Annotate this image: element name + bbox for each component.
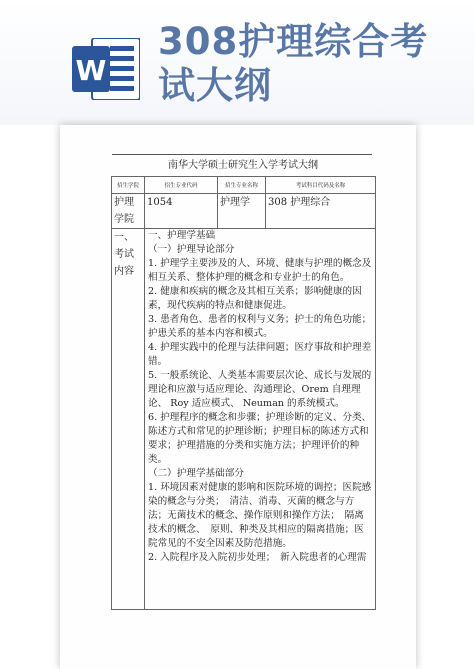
banner	[0, 0, 474, 125]
content-cell	[145, 229, 376, 610]
content-line: 1. 环境因素对健康的影响和医院环境的调控；医院感染的概念与分类； 清洁、消毒、灭菌的概念与方法；无菌技术的概念、操作原则和操作方法； 隔离技术的概念、 原则、种类及其相应的隔离措施；医院常见的不安全因素及防范措施。	[148, 482, 372, 549]
document-page	[60, 125, 416, 669]
content-line: 一、护理学基础	[148, 230, 216, 241]
word-document-icon	[72, 38, 140, 100]
word-logo-letter: W	[75, 54, 107, 87]
table-cell: 1054	[145, 194, 218, 229]
page-title: 308护理综合考试大纲	[158, 20, 429, 107]
table-cell: 护理学	[218, 194, 266, 229]
syllabus-table	[111, 176, 376, 610]
content-line: 5. 一般系统论、人类基本需要层次论、成长与发展的理论和应激与适应理论、沟通理论、Orem 自理理论、 Roy 适应模式、 Neuman 的系统模式。	[148, 370, 372, 409]
table-header-row	[112, 177, 376, 194]
content-line: （二）护理学基础部分	[148, 468, 244, 479]
content-line: （一）护理导论部分	[148, 244, 235, 255]
content-label: 一、考试内容	[112, 229, 145, 610]
content-line: 6. 护理程序的概念和步骤；护理诊断的定义、分类、陈述方式和常见的护理诊断；护理目标的陈述方式和要求；护理措施的分类和实施方法；护理评价的种类。	[148, 412, 372, 465]
document-heading: 南华大学硕士研究生入学考试大纲	[168, 160, 318, 171]
content-line: 4. 护理实践中的伦理与法律问题；医疗事故和护理差错。	[148, 342, 372, 367]
header-cell: 考试科目代码及名称	[266, 177, 376, 194]
header-cell: 招生专业名称	[218, 177, 266, 194]
content-line: 3. 患者角色、患者的权利与义务；护士的角色功能；护患关系的基本内容和模式。	[148, 314, 372, 339]
header-cell: 招生专业代码	[145, 177, 218, 194]
table-cell: 308 护理综合	[266, 194, 376, 229]
content-line: 2. 健康和疾病的概念及其相互关系；影响健康的因素，现代疾病的特点和健康促进。	[148, 286, 362, 311]
header-cell: 招生学院	[112, 177, 145, 194]
content-line: 2. 入院程序及入院初步处理； 新入院患者的心理需	[148, 552, 367, 563]
content-row	[112, 229, 376, 610]
header-rule	[112, 154, 372, 155]
table-cell: 护理学院	[112, 194, 145, 229]
content-line: 1. 护理学主要涉及的人、环境、健康与护理的概念及相互关系、整体护理的概念和专业护士的角色。	[148, 258, 372, 283]
table-row	[112, 194, 376, 229]
